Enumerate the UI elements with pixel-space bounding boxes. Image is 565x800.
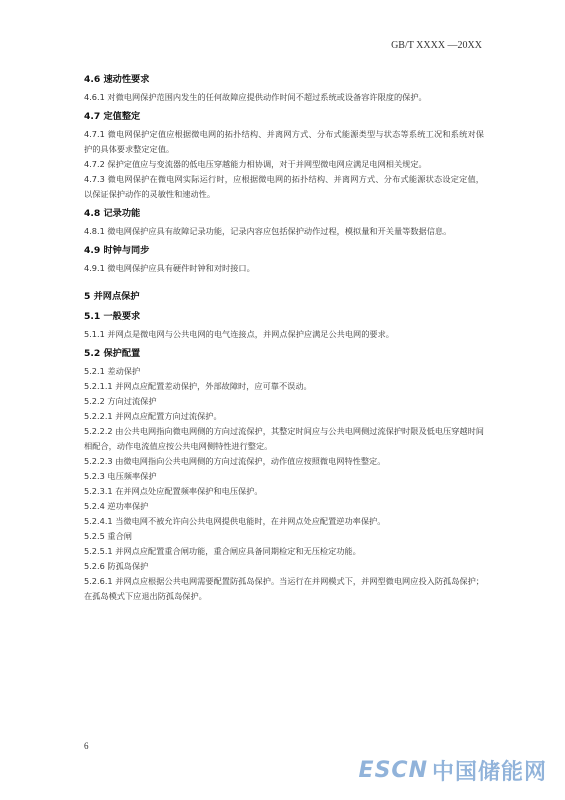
clause-paragraph: 4.7.2 保护定值应与变流器的低电压穿越能力相协调，对于并网型微电网应满足电网相关规定。 bbox=[84, 159, 427, 169]
clause-paragraph: 5.2.4 逆功率保护 bbox=[84, 501, 149, 511]
clause-paragraph: 4.8.1 微电网保护应具有故障记录功能，记录内容应包括保护动作过程，模拟量和开关量等数据信息。 bbox=[84, 226, 452, 236]
clause-paragraph: 5.2.1 差动保护 bbox=[84, 366, 141, 376]
clause-paragraph: 5.2.6 防孤岛保护 bbox=[84, 561, 149, 571]
clause-paragraph: 4.6.1 对微电网保护范围内发生的任何故障应提供动作时间不超过系统或设备容许限度的保护。 bbox=[84, 92, 427, 102]
clause-paragraph: 5.2.1.1 并网点应配置差动保护，外部故障时，应可靠不误动。 bbox=[84, 381, 312, 391]
standard-code-header: GB/T XXXX —20XX bbox=[391, 40, 482, 51]
section-heading: 4.8 记录功能 bbox=[84, 208, 141, 219]
clause-paragraph: 5.2.6.1 并网点应根据公共电网需要配置防孤岛保护。当运行在并网模式下，并网型微电网应投入防孤岛保护；在孤岛模式下应退出防孤岛保护。 bbox=[84, 576, 484, 601]
clause-paragraph: 5.1.1 并网点是微电网与公共电网的电气连接点，并网点保护应满足公共电网的要求。 bbox=[84, 329, 394, 339]
clause-paragraph: 5.2.3.1 在并网点处应配置频率保护和电压保护。 bbox=[84, 486, 263, 496]
clause-paragraph: 5.2.3 电压频率保护 bbox=[84, 471, 157, 481]
clause-paragraph: 5.2.5 重合闸 bbox=[84, 531, 132, 541]
clause-paragraph: 5.2.5.1 并网点应配置重合闸功能，重合闸应具备同期检定和无压检定功能。 bbox=[84, 546, 361, 556]
clause-paragraph: 5.2.2.1 并网点应配置方向过流保护。 bbox=[84, 411, 222, 421]
clause-paragraph: 4.7.3 微电网保护在微电网实际运行时，应根据微电网的拓扑结构、并离网方式、分布式能源状态设定定值，以保证保护动作的灵敏性和速动性。 bbox=[84, 174, 484, 199]
page-number: 6 bbox=[84, 741, 89, 751]
section-heading: 5.2 保护配置 bbox=[84, 348, 141, 359]
clause-paragraph: 5.2.2.3 由微电网指向公共电网侧的方向过流保护，动作值应按照微电网特性整定。 bbox=[84, 456, 386, 466]
watermark-cn: 中国储能网 bbox=[431, 760, 547, 785]
clause-paragraph: 5.2.2.2 由公共电网指向微电网侧的方向过流保护，其整定时间应与公共电网侧过流保护时限及低电压穿越时间相配合，动作电流值应按公共电网侧特性进行整定。 bbox=[84, 426, 484, 451]
document-body bbox=[84, 68, 484, 604]
chapter-heading: 5 并网点保护 bbox=[84, 291, 140, 302]
watermark-en: ESCN bbox=[358, 758, 428, 783]
clause-paragraph: 4.7.1 微电网保护定值应根据微电网的拓扑结构、并离网方式、分布式能源类型与状态等系统工况和系统对保护的具体要求整定定值。 bbox=[84, 129, 484, 154]
section-heading: 5.1 一般要求 bbox=[84, 311, 141, 322]
clause-paragraph: 5.2.4.1 当微电网不被允许向公共电网提供电能时，在并网点处应配置逆功率保护。 bbox=[84, 516, 386, 526]
clause-paragraph: 4.9.1 微电网保护应具有硬件时钟和对时接口。 bbox=[84, 263, 255, 273]
escn-watermark-logo bbox=[359, 755, 547, 786]
clause-paragraph: 5.2.2 方向过流保护 bbox=[84, 396, 157, 406]
section-heading: 4.6 速动性要求 bbox=[84, 74, 150, 85]
section-heading: 4.7 定值整定 bbox=[84, 111, 141, 122]
section-heading: 4.9 时钟与同步 bbox=[84, 245, 150, 256]
